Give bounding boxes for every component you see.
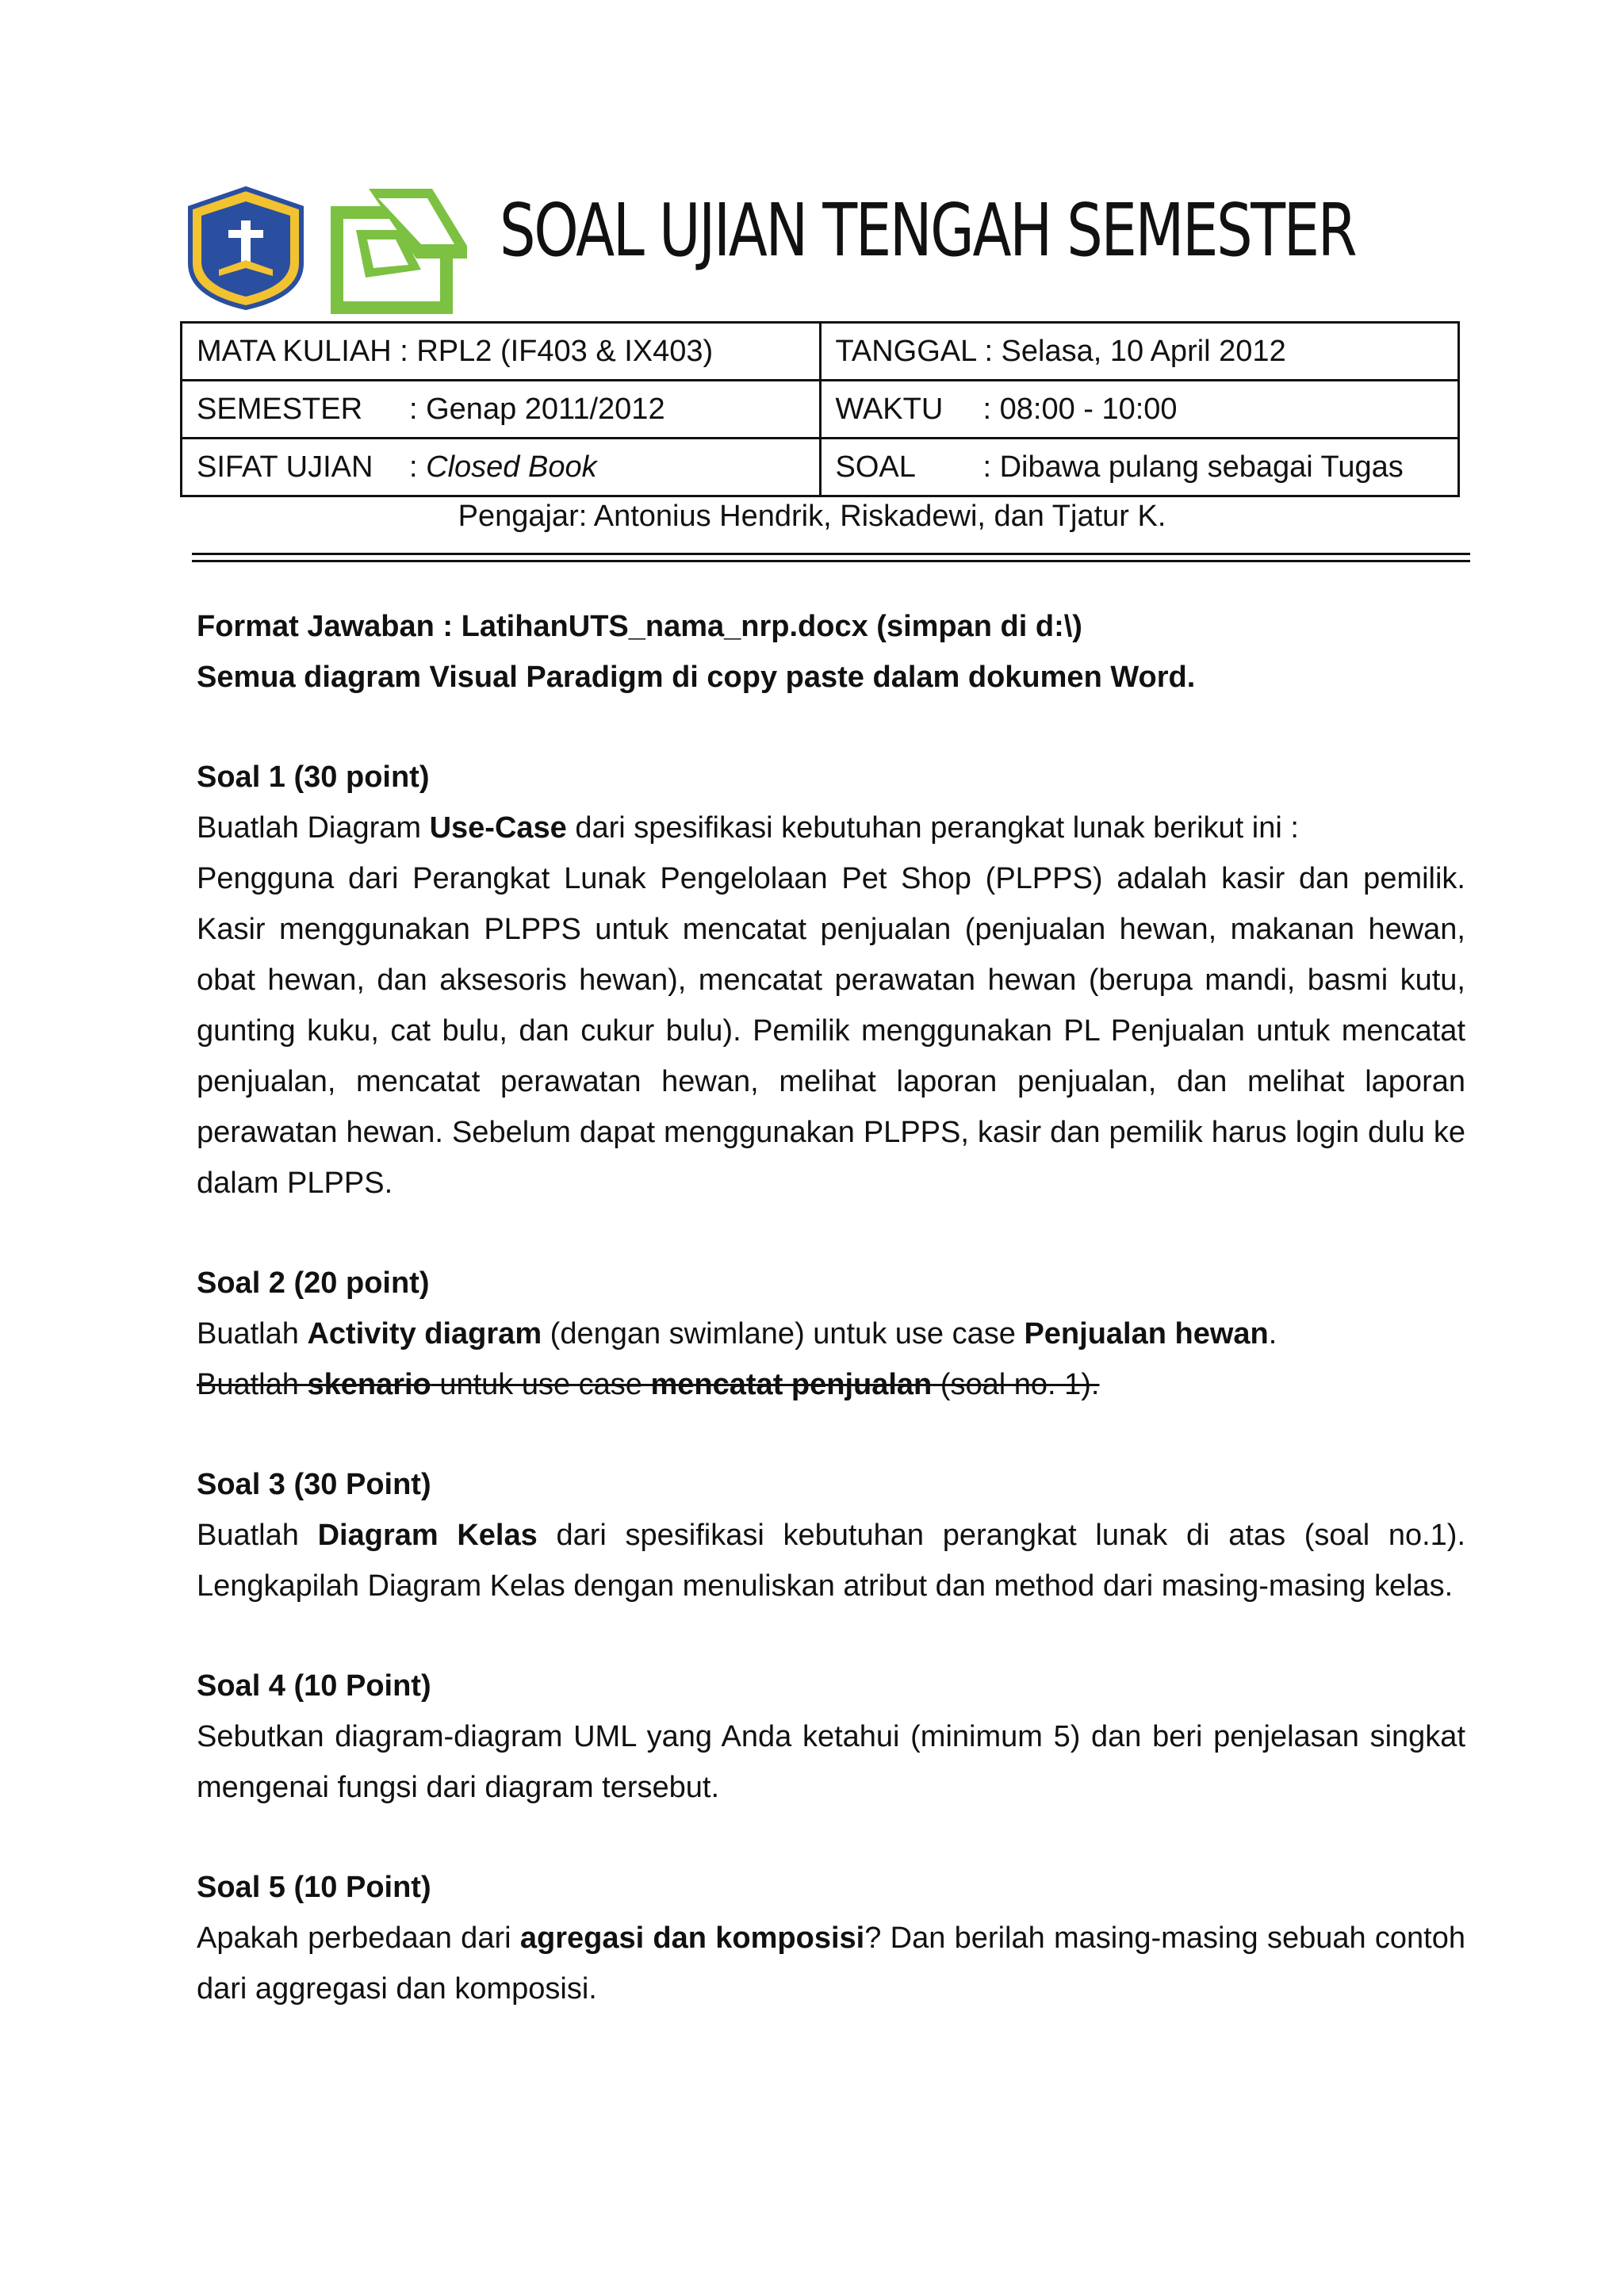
- sifat-ujian-label: SIFAT UJIAN: [197, 450, 373, 484]
- soal2-body: [197, 1308, 1465, 1359]
- format-note: Semua diagram Visual Paradigm di copy paste dalam dokumen Word.: [197, 661, 1196, 694]
- text: Buatlah: [197, 1368, 308, 1401]
- mata-kuliah-label: MATA KULIAH: [197, 334, 392, 368]
- text-bold: Penjualan hewan: [1024, 1317, 1269, 1351]
- soal-cell: [820, 439, 1459, 496]
- text: .: [1268, 1317, 1277, 1351]
- text-bold: Use-Case: [429, 811, 567, 845]
- university-seal-logo: [182, 184, 309, 311]
- soal2-title: Soal 2 (20 point): [197, 1266, 430, 1300]
- soal1-title: Soal 1 (30 point): [197, 761, 430, 794]
- text-bold: skenario: [307, 1368, 431, 1401]
- mata-kuliah-value: : RPL2 (IF403 & IX403): [400, 334, 714, 368]
- soal-value: : Dibawa pulang sebagai Tugas: [982, 450, 1404, 484]
- tanggal-label: TANGGAL: [835, 334, 976, 368]
- exam-content: [197, 601, 1465, 2014]
- waktu-label: WAKTU: [835, 392, 944, 426]
- soal1-intro: [197, 803, 1465, 853]
- semester-value: : Genap 2011/2012: [409, 392, 665, 426]
- exam-info-table: [180, 321, 1460, 497]
- semester-label: SEMESTER: [197, 392, 363, 426]
- soal4-title: Soal 4 (10 Point): [197, 1669, 431, 1703]
- soal5-body: [197, 1913, 1465, 2014]
- tanggal-cell: [820, 323, 1459, 381]
- divider: [192, 560, 1470, 562]
- format-jawaban: Format Jawaban : LatihanUTS_nama_nrp.docx (simpan di d:\): [197, 610, 1082, 643]
- green-document-logo: [321, 182, 472, 317]
- text: dari spesifikasi kebutuhan perangkat lunak di atas (soal no.1). Lengkapilah Diagram Kelas dengan menuliskan atribut dan method dari masing-masing kelas.: [197, 1519, 1466, 1603]
- soal3-title: Soal 3 (30 Point): [197, 1468, 431, 1501]
- mata-kuliah-cell: [182, 323, 821, 381]
- text: untuk use case: [431, 1368, 651, 1401]
- text: ? Dan berilah masing-masing sebuah contoh dari aggregasi dan komposisi.: [197, 1921, 1466, 2006]
- soal1-body: Pengguna dari Perangkat Lunak Pengelolaan Pet Shop (PLPPS) adalah kasir dan pemilik. Kasir menggunakan PLPPS untuk mencatat penjualan (penjualan hewan, makanan hewan, obat hewan, dan aksesoris hewan), mencatat perawatan hewan (berupa mandi, basmi kutu, gunting kuku, cat bulu, dan cukur bulu). Pemilik menggunakan PL Penjualan untuk mencatat penjualan, mencatat perawatan hewan, melihat laporan penjualan, dan melihat laporan perawatan hewan. Sebelum dapat menggunakan PLPPS, kasir dan pemilik harus login dulu ke dalam PLPPS.: [197, 862, 1465, 1200]
- sifat-ujian-colon: :: [409, 450, 427, 484]
- soal2-struck-line: [197, 1359, 1465, 1410]
- waktu-value: : 08:00 - 10:00: [982, 392, 1178, 426]
- pengajar-line: Pengajar: Antonius Hendrik, Riskadewi, dan Tjatur K.: [458, 500, 1166, 533]
- text-bold: mencatat penjualan: [650, 1368, 933, 1401]
- table-row: [182, 323, 1459, 381]
- page-title: SOAL UJIAN TENGAH SEMESTER: [500, 188, 1356, 273]
- text: Buatlah: [197, 1317, 308, 1351]
- text-bold: Activity diagram: [307, 1317, 542, 1351]
- waktu-cell: [820, 381, 1459, 439]
- text: Apakah perbedaan dari: [197, 1921, 520, 1955]
- soal4-body: Sebutkan diagram-diagram UML yang Anda ketahui (minimum 5) dan beri penjelasan singkat mengenai fungsi dari diagram tersebut.: [197, 1720, 1465, 1804]
- text-bold: Diagram Kelas: [317, 1519, 538, 1552]
- text: Buatlah Diagram: [197, 811, 430, 845]
- divider: [192, 553, 1470, 555]
- table-row: [182, 439, 1459, 496]
- text: (dengan swimlane) untuk use case: [542, 1317, 1025, 1351]
- semester-cell: [182, 381, 821, 439]
- text: dari spesifikasi kebutuhan perangkat lunak berikut ini :: [566, 811, 1299, 845]
- table-row: [182, 381, 1459, 439]
- soal3-body: [197, 1510, 1465, 1611]
- sifat-ujian-cell: [182, 439, 821, 496]
- text: (soal no. 1).: [932, 1368, 1100, 1401]
- text: Buatlah: [197, 1519, 318, 1552]
- tanggal-value: : Selasa, 10 April 2012: [984, 334, 1286, 368]
- soal-label: SOAL: [835, 450, 916, 484]
- sifat-ujian-value: Closed Book: [426, 450, 597, 484]
- soal5-title: Soal 5 (10 Point): [197, 1871, 431, 1904]
- text-bold: agregasi dan komposisi: [519, 1921, 865, 1955]
